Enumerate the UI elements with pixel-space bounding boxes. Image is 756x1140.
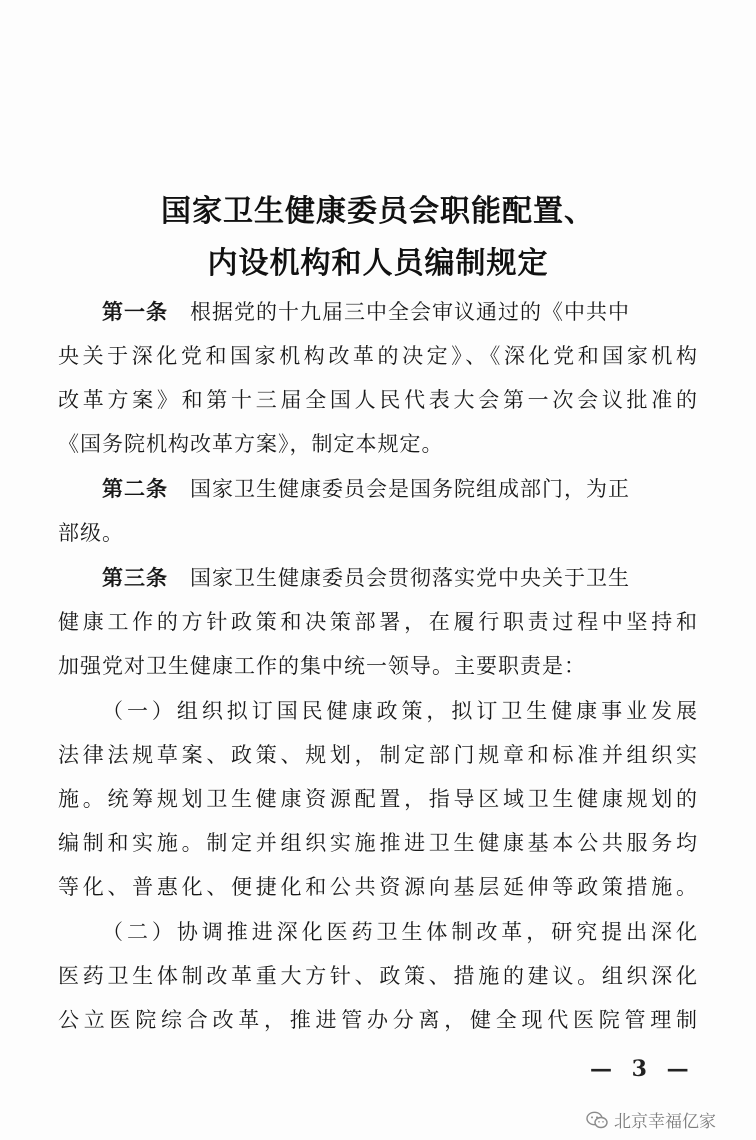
article-2-label: 第二条 [102, 477, 168, 501]
paragraph-line: 法律法规草案、政策、规划，制定部门规章和标准并组织实 [58, 743, 698, 767]
paragraph-line: 健康工作的方针政策和决策部署，在履行职责过程中坚持和 [58, 610, 698, 634]
paragraph-line: 编制和实施。制定并组织实施推进卫生健康基本公共服务均 [58, 831, 698, 855]
article-2-line-1 [102, 476, 698, 502]
paragraph-line: 加强党对卫生健康工作的集中统一领导。主要职责是： [58, 654, 586, 678]
item-2-line-1: （二）协调推进深化医药卫生体制改革，研究提出深化 [102, 920, 698, 944]
document-title-line-2: 内设机构和人员编制规定 [207, 246, 549, 281]
document-title-line-1: 国家卫生健康委员会职能配置、 [161, 194, 595, 229]
paragraph-line: 《国务院机构改革方案》，制定本规定。 [58, 432, 444, 456]
paragraph-line: 部级。 [58, 521, 124, 545]
article-3-label: 第三条 [102, 566, 168, 590]
paragraph-line: 改革方案》和第十三届全国人民代表大会第一次会议批准的 [58, 388, 698, 412]
article-2-text: 国家卫生健康委员会是国务院组成部门，为正 [190, 477, 630, 501]
paragraph-line: 公立医院综合改革，推进管办分离，健全现代医院管理制 [58, 1008, 698, 1032]
article-1-line-1 [102, 299, 698, 325]
paragraph-line: 等化、普惠化、便捷化和公共资源向基层延伸等政策措施。 [58, 875, 698, 899]
article-3-line-1 [102, 565, 698, 591]
paragraph-line: 医药卫生体制改革重大方针、政策、措施的建议。组织深化 [58, 964, 698, 988]
page-number: — 3 — [590, 1056, 695, 1082]
item-1-line-1: （一）组织拟订国民健康政策，拟订卫生健康事业发展 [102, 699, 698, 723]
watermark [586, 1107, 716, 1132]
article-3-text: 国家卫生健康委员会贯彻落实党中央关于卫生 [190, 566, 630, 590]
article-1-label: 第一条 [102, 300, 168, 324]
paragraph-line: 央关于深化党和国家机构改革的决定》、《深化党和国家机构 [58, 344, 698, 368]
article-1-text: 根据党的十九届三中全会审议通过的《中共中 [190, 300, 630, 324]
wechat-icon [586, 1111, 608, 1129]
watermark-text: 北京幸福亿家 [614, 1112, 716, 1132]
paragraph-line: 施。统筹规划卫生健康资源配置，指导区域卫生健康规划的 [58, 787, 698, 811]
